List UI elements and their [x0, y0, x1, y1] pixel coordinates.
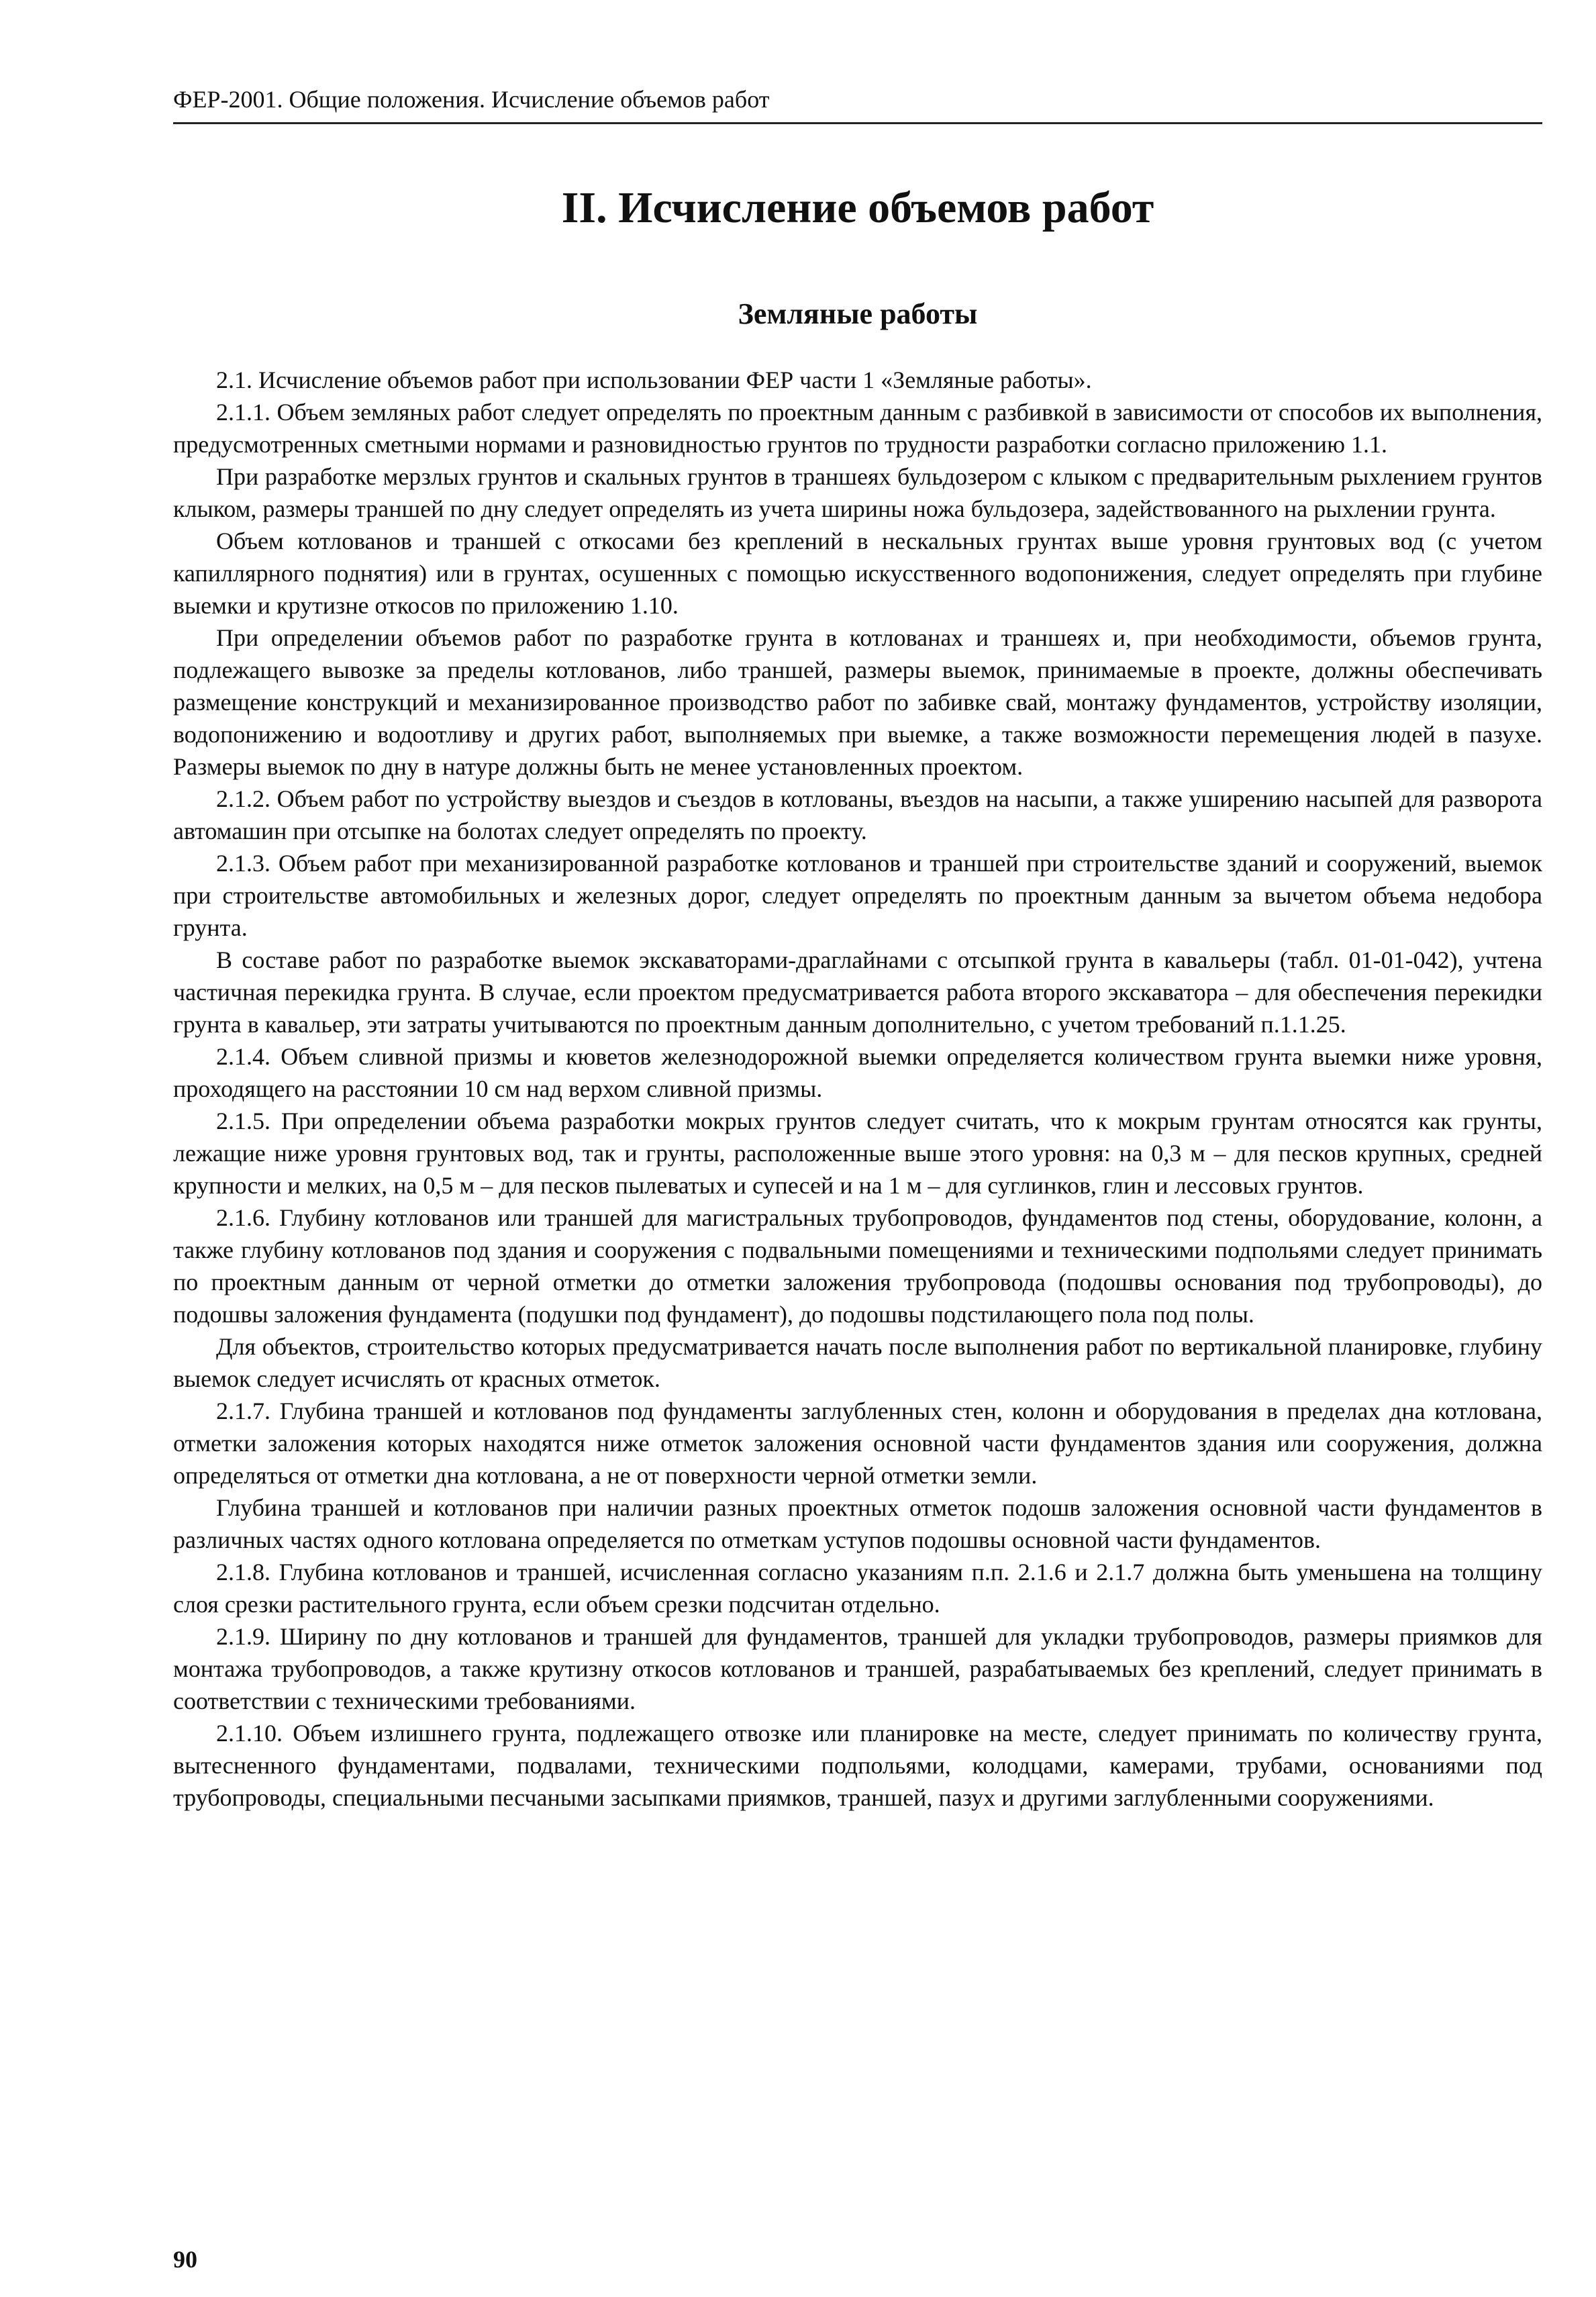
paragraph-2-1-6: 2.1.6. Глубину котлованов или траншей для магистральных трубопроводов, фундаментов под стены, оборудование, колонн, а также глубину котлованов под здания и сооружения с подвальными помещениями и техническими подпольями следует принимать по проектным данным от черной отметки до отметки заложения трубопровода (подошвы основания под трубопроводы), до подошвы заложения фундамента (подушки под фундамент), до подошвы подстилающего пола под полы.	[173, 1204, 1542, 1328]
paragraph: Глубина траншей и котлованов при наличии разных проектных отметок подошв заложения основной части фундаментов в различных частях одного котлована определяется по отметкам уступов подошвы основной части фундаментов.	[173, 1494, 1542, 1553]
paragraph-2-1-4: 2.1.4. Объем сливной призмы и кюветов железнодорожной выемки определяется количеством грунта выемки ниже уровня, проходящего на расстоянии 10 см над верхом сливной призмы.	[173, 1043, 1542, 1102]
paragraph-2-1-3: 2.1.3. Объем работ при механизированной разработке котлованов и траншей при строительстве зданий и сооружений, выемок при строительстве автомобильных и железных дорог, следует определять по проектным данным за вычетом объема недобора грунта.	[173, 850, 1542, 941]
paragraph-2-1: 2.1. Исчисление объемов работ при использовании ФЕР части 1 «Земляные работы».	[216, 366, 1092, 393]
paragraph-2-1-9: 2.1.9. Ширину по дну котлованов и траншей для фундаментов, траншей для укладки трубопроводов, размеры приямков для монтажа трубопроводов, а также крутизну откосов котлованов и траншей, разрабатываемых без креплений, следует принимать в соответствии с техническими требованиями.	[173, 1623, 1542, 1714]
page-title: II. Исчисление объемов работ	[561, 183, 1154, 232]
paragraph: Объем котлованов и траншей с откосами без креплений в нескальных грунтах выше уровня грунтовых вод (с учетом капиллярного поднятия) или в грунтах, осушенных с помощью искусственного водопонижения, следует определять при глубине выемки и крутизне откосов по приложению 1.10.	[173, 528, 1542, 619]
section-title: Земляные работы	[738, 297, 978, 330]
paragraph: При разработке мерзлых грунтов и скальных грунтов в траншеях бульдозером с клыком с предварительным рыхлением грунтов клыком, размеры траншей по дну следует определять из учета ширины ножа бульдозера, задействованного на рыхлении грунта.	[173, 463, 1542, 522]
paragraph: В составе работ по разработке выемок экскаваторами-драглайнами с отсыпкой грунта в кавальеры (табл. 01-01-042), учтена частичная перекидка грунта. В случае, если проектом предусматривается работа второго экскаватора – для обеспечения перекидки грунта в кавальер, эти затраты учитываются по проектным данным дополнительно, с учетом требований п.1.1.25.	[173, 946, 1542, 1038]
paragraph: При определении объемов работ по разработке грунта в котлованах и траншеях и, при необходимости, объемов грунта, подлежащего вывозке за пределы котлованов, либо траншей, размеры выемок, принимаемые в проекте, должны обеспечивать размещение конструкций и механизированное производство работ по забивке свай, монтажу фундаментов, устройству изоляции, водопонижению и водоотливу и других работ, выполняемых при выемке, а также возможности перемещения людей в пазухе. Размеры выемок по дну в натуре должны быть не менее установленных проектом.	[173, 624, 1542, 780]
paragraph-2-1-2: 2.1.2. Объем работ по устройству выездов и съездов в котлованы, въездов на насыпи, а также уширению насыпей для разворота автомашин при отсыпке на болотах следует определять по проекту.	[173, 785, 1542, 844]
paragraph-2-1-5: 2.1.5. При определении объема разработки мокрых грунтов следует считать, что к мокрым грунтам относятся как грунты, лежащие ниже уровня грунтовых вод, так и грунты, расположенные выше этого уровня: на 0,3 м – для песков крупных, средней крупности и мелких, на 0,5 м – для песков пылеватых и супесей и на 1 м – для суглинков, глин и лессовых грунтов.	[173, 1108, 1542, 1199]
paragraph-2-1-8: 2.1.8. Глубина котлованов и траншей, исчисленная согласно указаниям п.п. 2.1.6 и 2.1.7 должна быть уменьшена на толщину слоя срезки растительного грунта, если объем срезки подсчитан отдельно.	[173, 1559, 1542, 1618]
paragraph-2-1-10: 2.1.10. Объем излишнего грунта, подлежащего отвозке или планировке на месте, следует принимать по количеству грунта, вытесненного фундаментами, подвалами, техническими подпольями, колодцами, камерами, трубами, основаниями под трубопроводы, специальными песчаными засыпками приямков, траншей, пазух и другими заглубленными сооружениями.	[173, 1720, 1542, 1811]
paragraph: Для объектов, строительство которых предусматривается начать после выполнения работ по вертикальной планировке, глубину выемок следует исчислять от красных отметок.	[173, 1333, 1542, 1392]
running-header: ФЕР-2001. Общие положения. Исчисление объемов работ	[173, 83, 1542, 124]
paragraph-2-1-1: 2.1.1. Объем земляных работ следует определять по проектным данным с разбивкой в зависимости от способов их выполнения, предусмотренных сметными нормами и разновидностью грунтов по трудности разработки согласно приложению 1.1.	[173, 399, 1542, 458]
document-body	[173, 364, 1542, 1814]
paragraph-2-1-7: 2.1.7. Глубина траншей и котлованов под фундаменты заглубленных стен, колонн и оборудования в пределах дна котлована, отметки заложения которых находятся ниже отметок заложения основной части фундаментов здания или сооружения, должна определяться от отметки дна котлована, а не от поверхности черной отметки земли.	[173, 1398, 1542, 1489]
page-number: 90	[173, 2246, 197, 2273]
